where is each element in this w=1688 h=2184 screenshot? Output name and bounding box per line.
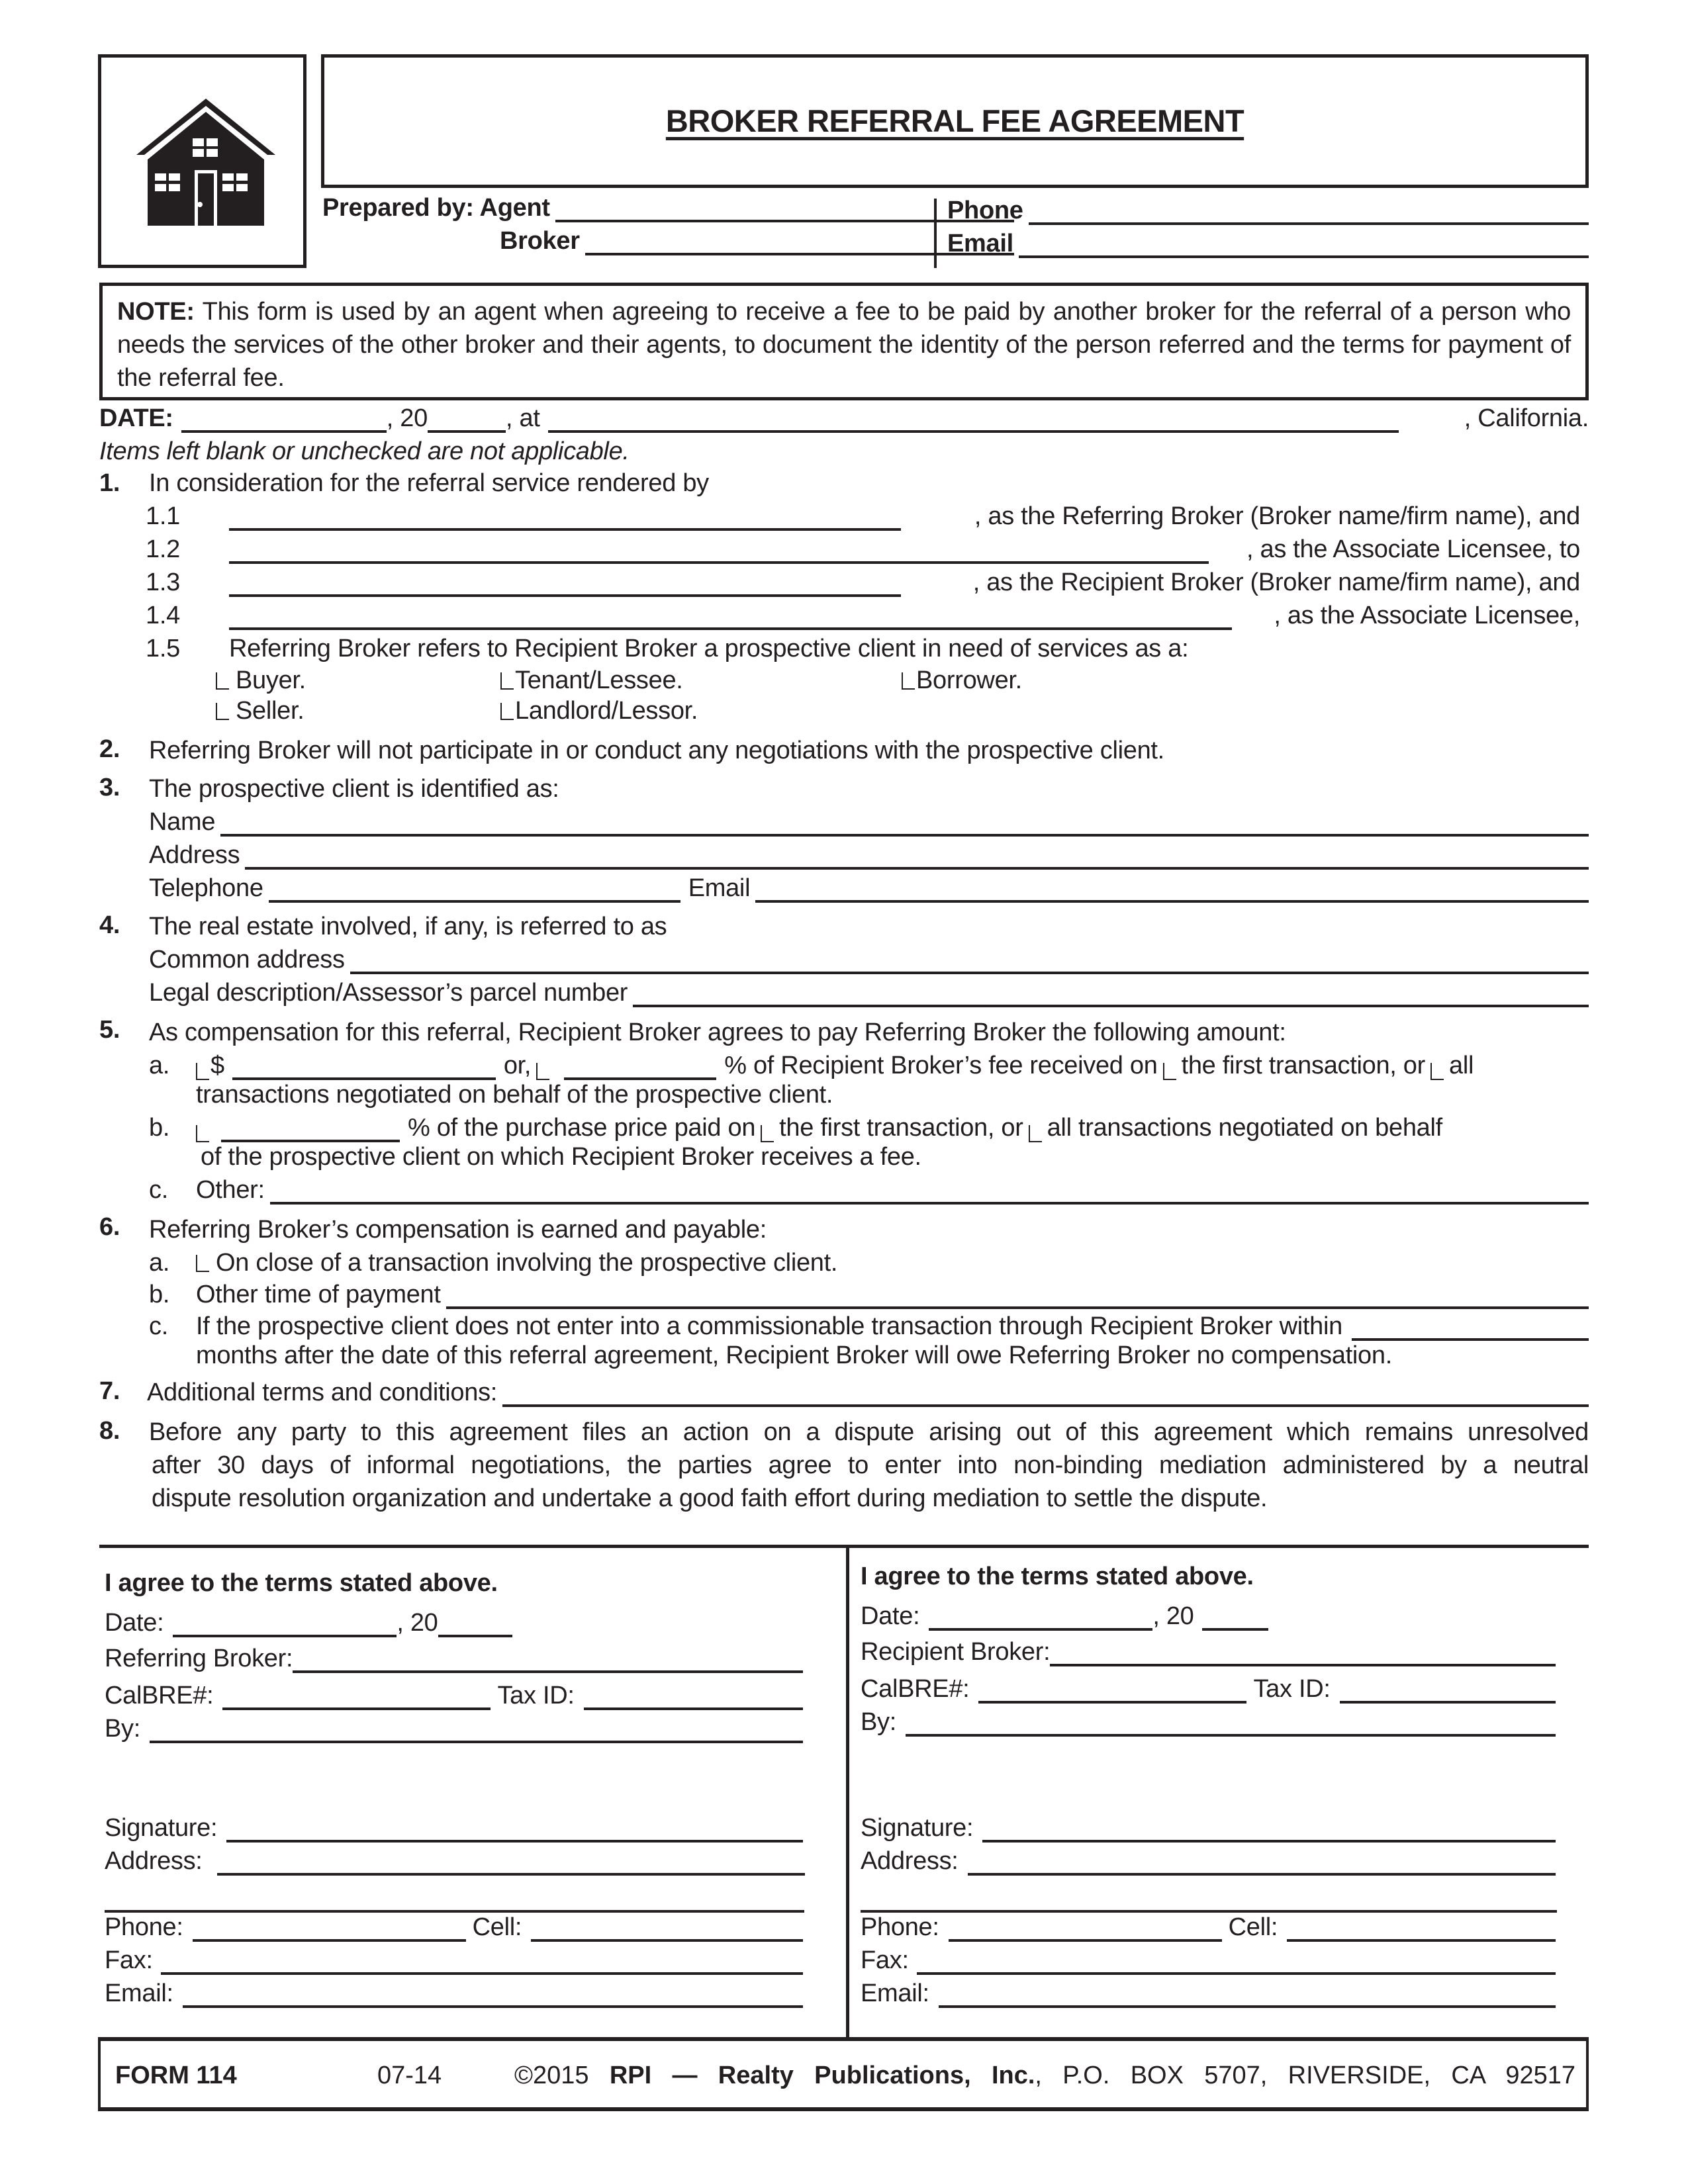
item-1-4-suffix: , as the Associate Licensee, <box>1274 602 1580 629</box>
prepared-agent-field[interactable] <box>555 196 1014 222</box>
prepared-agent-label: Prepared by: Agent <box>322 194 550 222</box>
section4-text: The real estate involved, if any, is referred to as <box>149 913 667 940</box>
blank-notice: Items left blank or unchecked are not applicable. <box>99 437 630 465</box>
section5-num: 5. <box>99 1016 120 1044</box>
section1-text: In consideration for the referral service rendered by <box>149 469 709 497</box>
item-1-3-suffix: , as the Recipient Broker (Broker name/firm name), and <box>972 569 1580 596</box>
right-date-field[interactable] <box>929 1604 1152 1631</box>
percent-fee-field[interactable] <box>564 1054 716 1080</box>
recipient-broker-field[interactable] <box>229 570 901 597</box>
client-name-label: Name <box>149 808 216 836</box>
on-close-option[interactable]: On close of a transaction involving the prospective client. <box>196 1248 837 1277</box>
left-fax-row: Fax: <box>105 1946 803 1975</box>
right-fax-field[interactable] <box>917 1948 1556 1975</box>
item-1-3-num: 1.3 <box>146 569 180 596</box>
section5a-row: $ or, % of Recipient Broker’s fee received on the first transaction, or all <box>196 1051 1583 1080</box>
client-address-label: Address <box>149 841 240 869</box>
left-phone-row: Phone: Cell: <box>105 1913 803 1942</box>
section8-line3: dispute resolution organization and undertake a good faith effort during mediation to settle the dispute. <box>152 1484 1268 1512</box>
legal-description-label: Legal description/Assessor’s parcel number <box>149 979 628 1007</box>
client-email-label: Email <box>688 874 751 902</box>
fixed-fee-checkbox[interactable] <box>196 1063 209 1080</box>
left-agree: I agree to the terms stated above. <box>105 1569 498 1597</box>
fixed-fee-amount-field[interactable] <box>232 1054 496 1080</box>
title-box <box>321 54 1589 188</box>
common-address-label: Common address <box>149 946 345 974</box>
section7-row <box>147 1378 1589 1407</box>
right-email-field[interactable] <box>939 1981 1556 2008</box>
left-signature-field[interactable] <box>226 1816 803 1843</box>
first-transaction-checkbox-a[interactable] <box>1163 1063 1176 1080</box>
section5b-line2: of the prospective client on which Recipient Broker receives a fee. <box>201 1143 921 1171</box>
on-close-checkbox[interactable] <box>196 1255 209 1272</box>
date-field[interactable] <box>181 406 387 433</box>
phone-field[interactable] <box>1029 199 1589 225</box>
borrower-checkbox[interactable] <box>902 672 915 690</box>
prepared-broker-row <box>500 226 1014 255</box>
left-signature-row: Signature: <box>105 1813 803 1843</box>
first-transaction-checkbox-b[interactable] <box>761 1125 774 1142</box>
right-phone-field[interactable] <box>949 1915 1222 1942</box>
referring-broker-sign-label: Referring Broker: <box>105 1645 293 1672</box>
email-field[interactable] <box>1019 232 1589 258</box>
section1-num: 1. <box>99 469 120 497</box>
date-location-field[interactable] <box>548 406 1399 433</box>
right-taxid-field[interactable] <box>1340 1677 1556 1704</box>
section2-text: Referring Broker will not participate in or conduct any negotiations with the prospective client. <box>149 737 1164 764</box>
date-year-prefix: , 20 <box>386 404 428 432</box>
phone-row <box>947 196 1589 225</box>
phone-label: Phone <box>947 197 1023 224</box>
note-box <box>99 283 1589 400</box>
common-address-row <box>149 945 1589 974</box>
option-buyer[interactable]: Buyer. <box>216 666 306 695</box>
section2-num: 2. <box>99 735 120 763</box>
section8-line2: after 30 days of informal negotiations, the parties agree to enter into non-binding mediation administered by a neutral <box>152 1451 1589 1479</box>
client-name-row <box>149 807 1589 837</box>
right-year-field[interactable] <box>1202 1604 1268 1631</box>
recipient-broker-sign-label: Recipient Broker: <box>861 1638 1051 1666</box>
item-1-5-num: 1.5 <box>146 635 180 662</box>
left-address-field[interactable] <box>217 1849 805 1876</box>
footer-box <box>98 2037 1589 2111</box>
item-1-5-text: Referring Broker refers to Recipient Broker a prospective client in need of services as a: <box>229 635 1189 662</box>
right-phone-row: Phone: Cell: <box>861 1913 1556 1942</box>
right-address-field-2[interactable] <box>861 1886 1557 1913</box>
section3-text: The prospective client is identified as: <box>149 775 559 803</box>
right-broker-row <box>861 1637 1556 1666</box>
copyright-line: ©2015 RPI — Realty Publications, Inc., P.O. BOX 5707, RIVERSIDE, CA 92517 <box>514 2062 1576 2089</box>
right-signature-field[interactable] <box>982 1816 1556 1843</box>
date-at-label: , at <box>505 404 540 432</box>
logo-box <box>98 54 306 268</box>
client-telephone-field[interactable] <box>269 876 680 903</box>
common-address-field[interactable] <box>350 948 1589 974</box>
date-row <box>99 404 1589 433</box>
option-landlord[interactable]: Landlord/Lessor. <box>500 696 698 725</box>
referring-associate-field[interactable] <box>229 537 1209 564</box>
right-email-row: Email: <box>861 1979 1556 2008</box>
right-date-row: Date: , 20 <box>861 1602 1562 1631</box>
section6-text: Referring Broker’s compensation is earned and payable: <box>149 1216 767 1244</box>
item-1-2-num: 1.2 <box>146 535 180 563</box>
left-date-row: Date: , 20 <box>105 1608 806 1637</box>
left-email-field[interactable] <box>183 1981 803 2008</box>
other-time-field[interactable] <box>446 1283 1589 1309</box>
form-number: FORM 114 <box>115 2062 237 2089</box>
purchase-price-pct-checkbox[interactable] <box>196 1125 209 1142</box>
item-1-1-num: 1.1 <box>146 502 180 530</box>
section7-num: 7. <box>99 1377 120 1405</box>
date-year-field[interactable] <box>428 406 506 433</box>
section4-num: 4. <box>99 911 120 939</box>
percent-fee-checkbox[interactable] <box>536 1063 549 1080</box>
prepared-agent-row <box>322 193 1014 222</box>
section6c-label: c. <box>149 1312 168 1340</box>
left-address-field-2[interactable] <box>105 1886 804 1913</box>
right-fax-row: Fax: <box>861 1946 1556 1975</box>
all-transactions-checkbox-b[interactable] <box>1029 1125 1042 1142</box>
date-label: DATE: <box>99 404 173 432</box>
section8-line1: Before any party to this agreement files an action on a dispute arising out of this agreement which remains unresolved <box>149 1418 1589 1446</box>
other-compensation-label: Other: <box>196 1176 265 1204</box>
right-address-field[interactable] <box>968 1849 1556 1876</box>
legal-description-field[interactable] <box>633 981 1589 1007</box>
seller-checkbox[interactable] <box>216 703 229 720</box>
page-title: BROKER REFERRAL FEE AGREEMENT <box>665 103 1244 138</box>
landlord-checkbox[interactable] <box>500 703 514 720</box>
left-email-row: Email: <box>105 1979 803 2008</box>
right-address-row: Address: <box>861 1846 1556 1876</box>
option-borrower[interactable]: Borrower. <box>902 666 1022 695</box>
section6a-label: a. <box>149 1249 170 1277</box>
other-time-label: Other time of payment <box>196 1281 441 1308</box>
right-cell-field[interactable] <box>1287 1915 1556 1942</box>
left-fax-field[interactable] <box>161 1948 803 1975</box>
months-field[interactable] <box>1352 1314 1589 1341</box>
tenant-checkbox[interactable] <box>500 672 514 690</box>
left-calbre-row: CalBRE#: Tax ID: <box>105 1681 803 1710</box>
item-1-1-suffix: , as the Referring Broker (Broker name/firm name), and <box>974 502 1580 530</box>
left-cell-field[interactable] <box>531 1915 803 1942</box>
other-compensation-field[interactable] <box>270 1178 1589 1205</box>
left-by-field[interactable] <box>150 1717 803 1743</box>
email-label: Email <box>947 230 1013 257</box>
option-tenant[interactable]: Tenant/Lessee. <box>500 666 683 695</box>
section5b-label: b. <box>149 1114 170 1142</box>
form-revision: 07-14 <box>377 2062 442 2089</box>
option-seller[interactable]: Seller. <box>216 696 305 725</box>
right-calbre-row: CalBRE#: Tax ID: <box>861 1674 1556 1704</box>
note-text: This form is used by an agent when agreeing to receive a fee to be paid by another broker for the referral of a person who needs the services of the other broker and their agents, to document the identity of the person referred and the terms for payment of the referral fee. <box>117 298 1571 392</box>
left-date-field[interactable] <box>173 1611 397 1637</box>
section5a-line2: transactions negotiated on behalf of the prospective client. <box>196 1081 833 1109</box>
client-contact-row <box>149 874 1589 903</box>
right-by-row: By: <box>861 1707 1556 1737</box>
section5c-row <box>196 1175 1589 1205</box>
legal-description-row <box>149 978 1589 1007</box>
signature-top-rule <box>99 1545 1589 1548</box>
client-telephone-label: Telephone <box>149 874 263 902</box>
left-year-field[interactable] <box>438 1611 512 1637</box>
all-transactions-checkbox-a[interactable] <box>1430 1063 1444 1080</box>
right-agree: I agree to the terms stated above. <box>861 1563 1254 1590</box>
header-divider <box>934 199 937 268</box>
client-name-field[interactable] <box>220 810 1589 837</box>
date-state-suffix: , California. <box>1464 404 1589 432</box>
buyer-checkbox[interactable] <box>216 672 229 690</box>
section6c-row: If the prospective client does not enter into a commissionable transaction through Recipient Broker within <box>196 1312 1589 1341</box>
section6b-row <box>196 1280 1589 1309</box>
left-calbre-field[interactable] <box>222 1684 491 1710</box>
section5b-row: % of the purchase price paid on the first transaction, or all transactions negotiated on behalf <box>196 1113 1586 1142</box>
client-address-row <box>149 841 1589 870</box>
section6-num: 6. <box>99 1213 120 1241</box>
prepared-broker-label: Broker <box>500 227 580 255</box>
left-phone-field[interactable] <box>193 1915 466 1942</box>
house-icon <box>136 99 275 231</box>
purchase-price-pct-field[interactable] <box>221 1116 400 1142</box>
right-by-field[interactable] <box>906 1710 1556 1737</box>
client-address-field[interactable] <box>245 843 1589 870</box>
referring-broker-field[interactable] <box>229 504 901 531</box>
section6c-line2: months after the date of this referral agreement, Recipient Broker will owe Referring Broker no compensation. <box>196 1342 1392 1369</box>
left-address-row: Address: <box>105 1846 805 1876</box>
recipient-associate-field[interactable] <box>229 604 1232 630</box>
client-email-field[interactable] <box>755 876 1589 903</box>
section3-num: 3. <box>99 774 120 801</box>
right-signature-row: Signature: <box>861 1813 1556 1843</box>
left-by-row: By: <box>105 1714 803 1743</box>
recipient-broker-sign-field[interactable] <box>1050 1640 1556 1666</box>
additional-terms-field[interactable] <box>502 1381 1589 1407</box>
left-taxid-field[interactable] <box>584 1684 803 1710</box>
note-label: NOTE: <box>117 298 195 326</box>
additional-terms-label: Additional terms and conditions: <box>147 1379 498 1406</box>
email-row <box>947 229 1589 258</box>
section5c-label: c. <box>149 1176 168 1204</box>
left-broker-row <box>105 1644 803 1673</box>
item-1-2-suffix: , as the Associate Licensee, to <box>1246 535 1580 563</box>
referring-broker-sign-field[interactable] <box>293 1647 803 1673</box>
section6b-label: b. <box>149 1281 170 1308</box>
section5-text: As compensation for this referral, Recipient Broker agrees to pay Referring Broker the following amount: <box>149 1019 1286 1046</box>
right-calbre-field[interactable] <box>978 1677 1246 1704</box>
signature-divider <box>846 1545 849 2041</box>
section8-num: 8. <box>99 1417 120 1445</box>
item-1-4-num: 1.4 <box>146 602 180 629</box>
section5a-label: a. <box>149 1052 170 1079</box>
